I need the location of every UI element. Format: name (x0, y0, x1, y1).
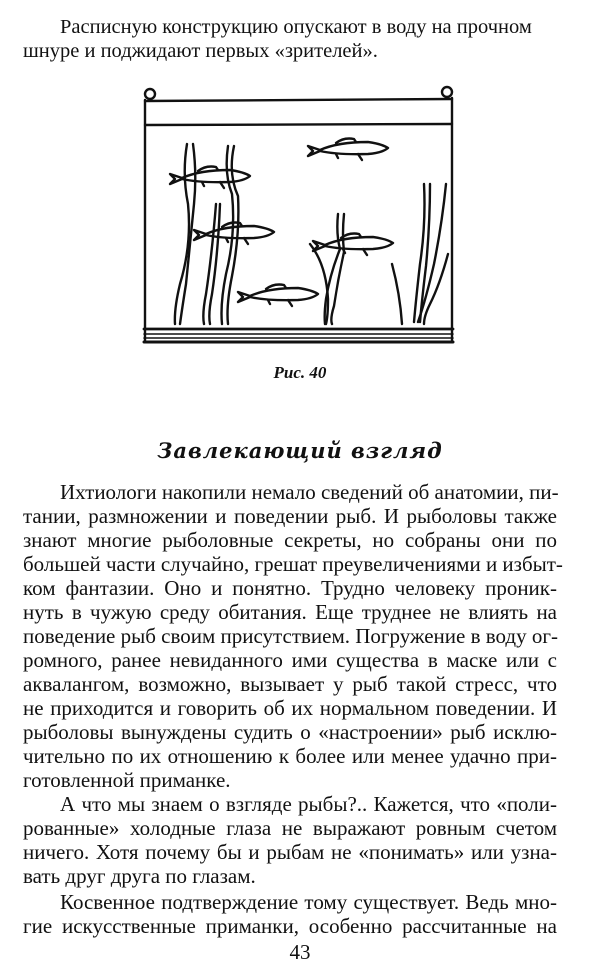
text-line: готовленной приманке. (23, 768, 231, 792)
text-line: тании, размножении и поведении рыб. И рыболовы также (23, 504, 557, 528)
fish-icon (238, 285, 318, 307)
section-heading: Завлекающий взгляд (157, 438, 443, 463)
text-line: чительно по их отношению к более или менее удачно при- (23, 744, 557, 768)
figure-caption: Рис. 40 (273, 363, 327, 382)
text-line: большей части случайно, грешат преувеличениями и избыт- (23, 552, 563, 576)
page-number: 43 (289, 940, 311, 964)
text-line: Расписную конструкцию опускают в воду на прочном (60, 16, 532, 38)
text-line: поведение рыб своим присутствием. Погружение в воду ог- (23, 624, 558, 648)
text-line: рованные» холодные глаза не выражают ровным счетом (23, 816, 557, 840)
text-line: рыболовы вынуждены судить о «настроении» рыб исклю- (23, 720, 557, 744)
fish-icon (170, 167, 250, 189)
text-line: нуть в чужую среду обитания. Еще труднее не влиять на (23, 600, 557, 624)
text-line: Ихтиологи накопили немало сведений об анатомии, пи- (60, 480, 559, 504)
text-line: не приходится и говорить об их нормальном поведении. И (23, 696, 557, 720)
ring-right-icon (442, 87, 452, 97)
text-line: Косвенное подтверждение тому существует. Ведь мно- (60, 890, 557, 914)
text-line: гие искусственные приманки, особенно рассчитанные на (23, 914, 557, 938)
text-line: ничего. Хотя почему бы и рыбам не «понимать» или узна- (23, 840, 557, 864)
text-line: шнуре и поджидают первых «зрителей». (23, 40, 378, 62)
text-line: аквалангом, возможно, вызывает у рыб такой стресс, что (23, 672, 557, 696)
text-line: знают многие рыболовные секреты, но собраны они по (23, 528, 557, 552)
fish-icon (308, 139, 388, 161)
text-line: ком фантазии. Оно и понятно. Трудно человеку проник- (23, 576, 557, 600)
aquarium-illustration (130, 84, 470, 348)
ring-left-icon (145, 89, 155, 99)
text-line: А что мы знаем о взгляде рыбы?.. Кажется, что «поли- (60, 792, 557, 816)
text-line: вать друг друга по глазам. (23, 864, 256, 888)
text-line: ромного, ранее невиданного ими существа в маске или с (23, 648, 557, 672)
fish-icon (313, 234, 393, 256)
